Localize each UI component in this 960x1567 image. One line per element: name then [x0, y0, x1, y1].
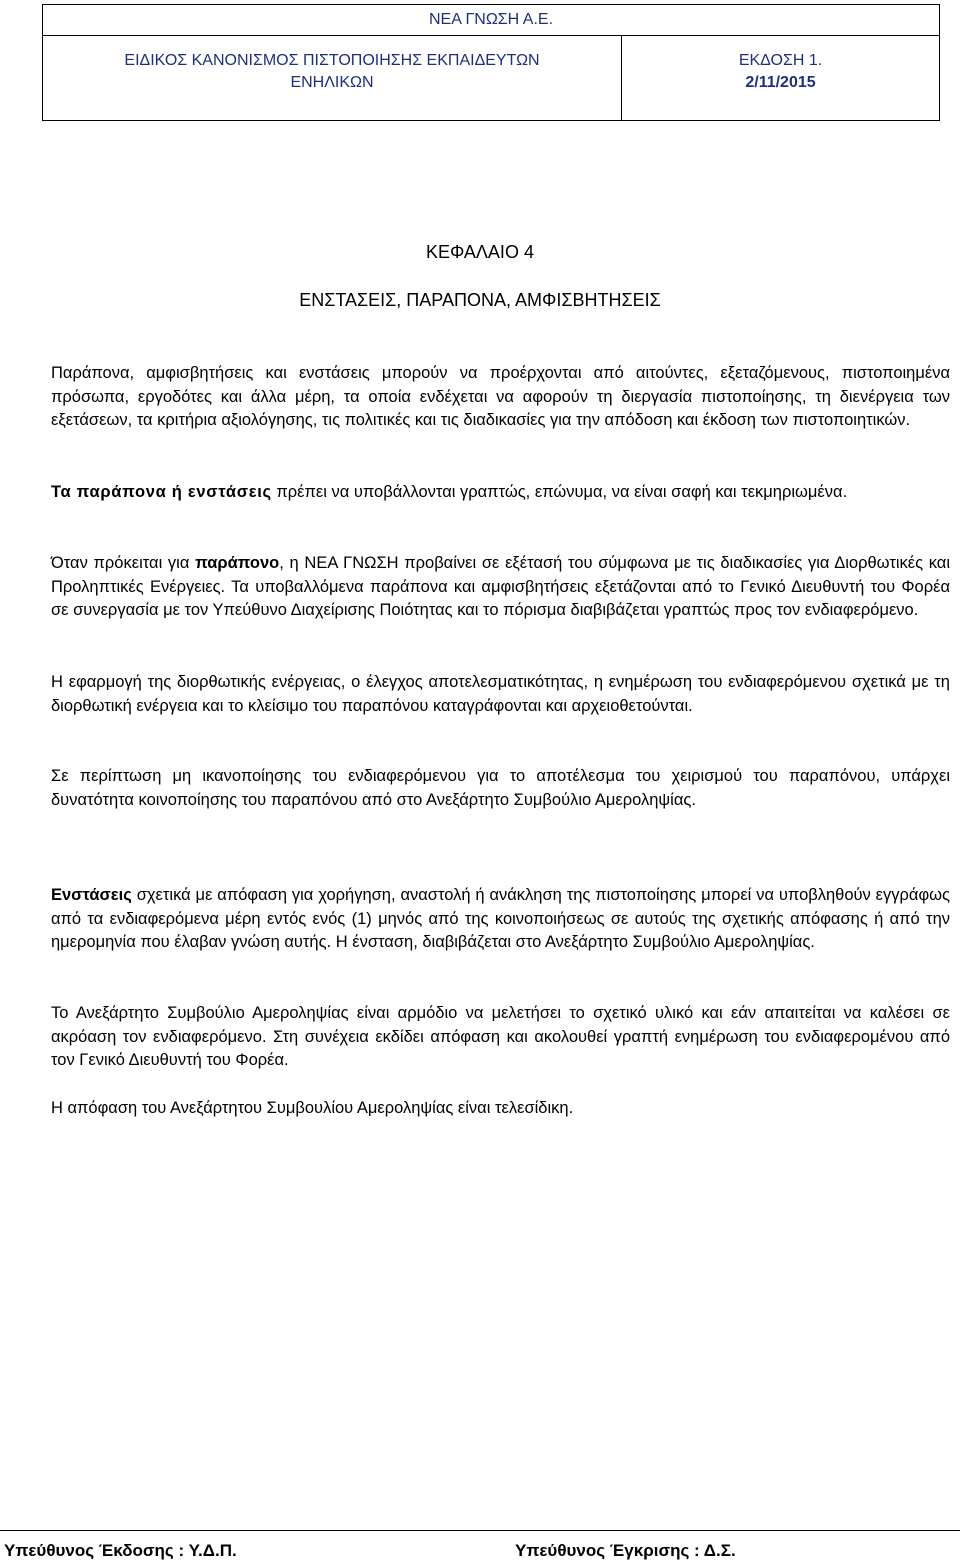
paragraph-objections-bold: Ενστάσεις: [51, 886, 132, 904]
version-label: ΕΚΔΟΣΗ 1.: [738, 52, 823, 69]
paragraph-submission: [51, 481, 950, 505]
paragraph-submission-bold: Τα παράπονα ή ενστάσεις: [51, 483, 272, 501]
chapter-title: ΕΝΣΤΑΣΕΙΣ, ΠΑΡΑΠΟΝΑ, ΑΜΦΙΣΒΗΤΗΣΕΙΣ: [299, 290, 661, 310]
document-version: [622, 36, 939, 120]
paragraph-intro: Παράπονα, αμφισβητήσεις και ενστάσεις μπορούν να προέρχονται από αιτούντες, εξεταζόμενους, πιστοποιημένα πρόσωπα, εργοδότες και άλλα μέρη, τα οποία ενδέχεται να αφορούν τη διεργασία πιστοποίησης, τη διενέργεια των εξετάσεων, τα κριτήρια αξιολόγησης, τις πολιτικές και τις διαδικασίες για την απόδοση και έκδοση των πιστοποιητικών.: [51, 364, 950, 429]
footer-issuer: Υπεύθυνος Έκδοσης : Υ.Δ.Π.: [4, 1541, 237, 1560]
organization-name: ΝΕΑ ΓΝΩΣΗ Α.Ε.: [428, 11, 554, 28]
paragraph-complaint-text: , η ΝΕΑ ΓΝΩΣΗ προβαίνει σε εξέτασή του σύμφωνα με τις διαδικασίες για Διορθωτικές και Προληπτικές Ενέργειες. Τα υποβαλλόμενα παράπονα και αμφισβητήσεις εξετάζονται από το Γενικό Διευθυντή του Φορέα σε συνεργασία με τον Υπεύθυνο Διαχείρισης Ποιότητας και το πόρισμα διαβιβάζεται γραπτώς προς τον ενδιαφερόμενο.: [51, 554, 951, 619]
paragraph-objections: [51, 884, 950, 955]
paragraph-complaint-pre: Όταν πρόκειται για: [51, 554, 196, 572]
document-title-line1: ΕΙΔΙΚΟΣ ΚΑΝΟΝΙΣΜΟΣ ΠΙΣΤΟΠΟΙΗΣΗΣ ΕΚΠΑΙΔΕΥΤΩΝ: [124, 52, 540, 69]
paragraph-final-decision: Η απόφαση του Ανεξάρτητου Συμβουλίου Αμεροληψίας είναι τελεσίδικη.: [51, 1099, 574, 1117]
paragraph-complaint-bold: παράπονο: [195, 554, 280, 572]
document-title: [43, 36, 622, 120]
paragraph-escalation: Σε περίπτωση μη ικανοποίησης του ενδιαφερόμενου για το αποτέλεσμα του χειρισμού του παραπόνου, υπάρχει δυνατότητα κοινοποίησης του παραπόνου από στο Ανεξάρτητο Συμβούλιο Αμεροληψίας.: [51, 767, 950, 809]
paragraph-objections-text: σχετικά με απόφαση για χορήγηση, αναστολή ή ανάκληση της πιστοποίησης μπορεί να υποβληθούν εγγράφως από τα ενδιαφερόμενα μέρη εντός ενός (1) μηνός από της κοινοποιήσεως σε αυτούς της σχετικής απόφασης ή από την ημερομηνία που έλαβαν γνώση αυτής. Η ένσταση, διαβιβάζεται στο Ανεξάρτητο Συμβούλιο Αμεροληψίας.: [51, 886, 950, 951]
paragraph-submission-text: πρέπει να υποβάλλονται γραπτώς, επώνυμα, να είναι σαφή και τεκμηριωμένα.: [271, 483, 848, 501]
document-header: [42, 4, 940, 121]
paragraph-impartiality-committee: Το Ανεξάρτητο Συμβούλιο Αμεροληψίας είναι αρμόδιο να μελετήσει το σχετικό υλικό και εάν απαιτείται να καλέσει σε ακρόαση τον ενδιαφερόμενο. Στη συνέχεια εκδίδει απόφαση και ακολουθεί γραπτή ενημέρωση του ενδιαφερομένου από τον Γενικό Διευθυντή του Φορέα.: [51, 1004, 950, 1069]
paragraph-complaint-handling: [51, 552, 950, 623]
document-title-line2: ΕΝΗΛΙΚΩΝ: [290, 74, 374, 91]
version-date: 2/11/2015: [745, 74, 816, 91]
header-row: [43, 35, 939, 120]
document-footer: [0, 1530, 960, 1567]
footer-approver: Υπεύθυνος Έγκρισης : Δ.Σ.: [515, 1541, 736, 1560]
chapter-number: ΚΕΦΑΛΑΙΟ 4: [426, 242, 534, 262]
paragraph-corrective-action: Η εφαρμογή της διορθωτικής ενέργειας, ο έλεγχος αποτελεσματικότητας, η ενημέρωση του ενδιαφερόμενου σχετικά με τη διορθωτική ενέργεια και το κλείσιμο του παραπόνου καταγράφονται και αρχειοθετούνται.: [51, 673, 950, 715]
